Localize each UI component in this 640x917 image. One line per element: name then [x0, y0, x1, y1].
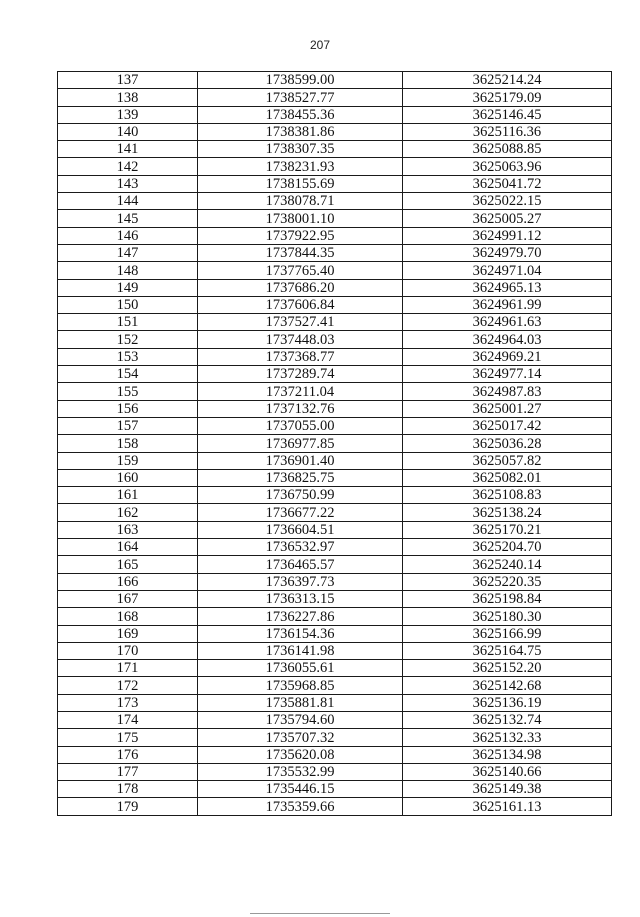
x-coordinate-cell: 1738527.77 [198, 89, 403, 106]
point-number-cell: 161 [58, 487, 198, 504]
x-coordinate-cell: 1735532.99 [198, 763, 403, 780]
y-coordinate-cell: 3625132.74 [403, 711, 612, 728]
x-coordinate-cell: 1738001.10 [198, 210, 403, 227]
point-number-cell: 152 [58, 331, 198, 348]
table-row [58, 279, 612, 296]
x-coordinate-cell: 1736977.85 [198, 435, 403, 452]
point-number-cell: 139 [58, 106, 198, 123]
y-coordinate-cell: 3625214.24 [403, 72, 612, 89]
point-number-cell: 140 [58, 123, 198, 140]
point-number-cell: 143 [58, 175, 198, 192]
y-coordinate-cell: 3625161.13 [403, 798, 612, 815]
table-row [58, 556, 612, 573]
y-coordinate-cell: 3624961.99 [403, 296, 612, 313]
scan-edge-line [250, 913, 390, 914]
x-coordinate-cell: 1735881.81 [198, 694, 403, 711]
y-coordinate-cell: 3625138.24 [403, 504, 612, 521]
point-number-cell: 178 [58, 781, 198, 798]
point-number-cell: 163 [58, 521, 198, 538]
table-row [58, 504, 612, 521]
point-number-cell: 165 [58, 556, 198, 573]
table-row [58, 331, 612, 348]
x-coordinate-cell: 1738455.36 [198, 106, 403, 123]
y-coordinate-cell: 3625180.30 [403, 608, 612, 625]
point-number-cell: 172 [58, 677, 198, 694]
x-coordinate-cell: 1737289.74 [198, 366, 403, 383]
point-number-cell: 164 [58, 539, 198, 556]
point-number-cell: 177 [58, 763, 198, 780]
point-number-cell: 150 [58, 296, 198, 313]
point-number-cell: 137 [58, 72, 198, 89]
table-row [58, 729, 612, 746]
y-coordinate-cell: 3625149.38 [403, 781, 612, 798]
point-number-cell: 174 [58, 711, 198, 728]
table-row [58, 417, 612, 434]
x-coordinate-cell: 1736604.51 [198, 521, 403, 538]
x-coordinate-cell: 1735968.85 [198, 677, 403, 694]
point-number-cell: 168 [58, 608, 198, 625]
x-coordinate-cell: 1736397.73 [198, 573, 403, 590]
table-row [58, 660, 612, 677]
point-number-cell: 141 [58, 141, 198, 158]
point-number-cell: 155 [58, 383, 198, 400]
x-coordinate-cell: 1735794.60 [198, 711, 403, 728]
table-row [58, 348, 612, 365]
y-coordinate-cell: 3625088.85 [403, 141, 612, 158]
x-coordinate-cell: 1738599.00 [198, 72, 403, 89]
table-row [58, 469, 612, 486]
point-number-cell: 171 [58, 660, 198, 677]
table-row [58, 539, 612, 556]
y-coordinate-cell: 3625166.99 [403, 625, 612, 642]
y-coordinate-cell: 3625146.45 [403, 106, 612, 123]
y-coordinate-cell: 3625198.84 [403, 590, 612, 607]
table-row [58, 123, 612, 140]
x-coordinate-cell: 1737606.84 [198, 296, 403, 313]
point-number-cell: 175 [58, 729, 198, 746]
y-coordinate-cell: 3625108.83 [403, 487, 612, 504]
table-row [58, 106, 612, 123]
x-coordinate-cell: 1737211.04 [198, 383, 403, 400]
x-coordinate-cell: 1735707.32 [198, 729, 403, 746]
table-row [58, 366, 612, 383]
table-row [58, 158, 612, 175]
table-row [58, 625, 612, 642]
x-coordinate-cell: 1735620.08 [198, 746, 403, 763]
y-coordinate-cell: 3624977.14 [403, 366, 612, 383]
table-row [58, 400, 612, 417]
y-coordinate-cell: 3624961.63 [403, 314, 612, 331]
table-row [58, 642, 612, 659]
table-row [58, 781, 612, 798]
x-coordinate-cell: 1736154.36 [198, 625, 403, 642]
table-row [58, 296, 612, 313]
x-coordinate-cell: 1736901.40 [198, 452, 403, 469]
x-coordinate-cell: 1737686.20 [198, 279, 403, 296]
y-coordinate-cell: 3625179.09 [403, 89, 612, 106]
table-row [58, 210, 612, 227]
point-number-cell: 170 [58, 642, 198, 659]
table-row [58, 452, 612, 469]
x-coordinate-cell: 1736141.98 [198, 642, 403, 659]
y-coordinate-cell: 3625017.42 [403, 417, 612, 434]
x-coordinate-cell: 1735446.15 [198, 781, 403, 798]
x-coordinate-cell: 1736532.97 [198, 539, 403, 556]
y-coordinate-cell: 3624979.70 [403, 244, 612, 261]
table-row [58, 677, 612, 694]
y-coordinate-cell: 3625152.20 [403, 660, 612, 677]
x-coordinate-cell: 1736750.99 [198, 487, 403, 504]
point-number-cell: 151 [58, 314, 198, 331]
point-number-cell: 145 [58, 210, 198, 227]
table-row [58, 608, 612, 625]
table-row [58, 590, 612, 607]
table-row [58, 141, 612, 158]
point-number-cell: 173 [58, 694, 198, 711]
y-coordinate-cell: 3625082.01 [403, 469, 612, 486]
page-number: 207 [309, 38, 331, 52]
x-coordinate-cell: 1737448.03 [198, 331, 403, 348]
point-number-cell: 153 [58, 348, 198, 365]
coordinates-table [57, 71, 612, 816]
y-coordinate-cell: 3624991.12 [403, 227, 612, 244]
table-row [58, 193, 612, 210]
y-coordinate-cell: 3625134.98 [403, 746, 612, 763]
y-coordinate-cell: 3625142.68 [403, 677, 612, 694]
x-coordinate-cell: 1737922.95 [198, 227, 403, 244]
x-coordinate-cell: 1737132.76 [198, 400, 403, 417]
y-coordinate-cell: 3625063.96 [403, 158, 612, 175]
table-row [58, 746, 612, 763]
point-number-cell: 179 [58, 798, 198, 815]
point-number-cell: 167 [58, 590, 198, 607]
table-row [58, 521, 612, 538]
y-coordinate-cell: 3624964.03 [403, 331, 612, 348]
x-coordinate-cell: 1736055.61 [198, 660, 403, 677]
y-coordinate-cell: 3624971.04 [403, 262, 612, 279]
table-row [58, 89, 612, 106]
x-coordinate-cell: 1737368.77 [198, 348, 403, 365]
y-coordinate-cell: 3625164.75 [403, 642, 612, 659]
y-coordinate-cell: 3625041.72 [403, 175, 612, 192]
y-coordinate-cell: 3625220.35 [403, 573, 612, 590]
x-coordinate-cell: 1736465.57 [198, 556, 403, 573]
x-coordinate-cell: 1738231.93 [198, 158, 403, 175]
x-coordinate-cell: 1738155.69 [198, 175, 403, 192]
table-row [58, 175, 612, 192]
y-coordinate-cell: 3625132.33 [403, 729, 612, 746]
table-row [58, 383, 612, 400]
y-coordinate-cell: 3625057.82 [403, 452, 612, 469]
point-number-cell: 138 [58, 89, 198, 106]
y-coordinate-cell: 3625001.27 [403, 400, 612, 417]
point-number-cell: 147 [58, 244, 198, 261]
y-coordinate-cell: 3625170.21 [403, 521, 612, 538]
table-row [58, 314, 612, 331]
x-coordinate-cell: 1737055.00 [198, 417, 403, 434]
x-coordinate-cell: 1738381.86 [198, 123, 403, 140]
table-row [58, 262, 612, 279]
y-coordinate-cell: 3625036.28 [403, 435, 612, 452]
x-coordinate-cell: 1738078.71 [198, 193, 403, 210]
point-number-cell: 157 [58, 417, 198, 434]
table-row [58, 763, 612, 780]
y-coordinate-cell: 3625204.70 [403, 539, 612, 556]
y-coordinate-cell: 3625116.36 [403, 123, 612, 140]
x-coordinate-cell: 1737765.40 [198, 262, 403, 279]
x-coordinate-cell: 1737844.35 [198, 244, 403, 261]
table-row [58, 798, 612, 815]
point-number-cell: 158 [58, 435, 198, 452]
table-row [58, 227, 612, 244]
x-coordinate-cell: 1737527.41 [198, 314, 403, 331]
point-number-cell: 169 [58, 625, 198, 642]
y-coordinate-cell: 3625240.14 [403, 556, 612, 573]
point-number-cell: 148 [58, 262, 198, 279]
table-row [58, 694, 612, 711]
point-number-cell: 144 [58, 193, 198, 210]
y-coordinate-cell: 3625022.15 [403, 193, 612, 210]
table-row [58, 711, 612, 728]
x-coordinate-cell: 1736825.75 [198, 469, 403, 486]
table-row [58, 573, 612, 590]
y-coordinate-cell: 3624969.21 [403, 348, 612, 365]
y-coordinate-cell: 3625005.27 [403, 210, 612, 227]
point-number-cell: 146 [58, 227, 198, 244]
point-number-cell: 149 [58, 279, 198, 296]
x-coordinate-cell: 1738307.35 [198, 141, 403, 158]
point-number-cell: 142 [58, 158, 198, 175]
y-coordinate-cell: 3624987.83 [403, 383, 612, 400]
coordinates-table-body [58, 72, 612, 816]
table-row [58, 435, 612, 452]
y-coordinate-cell: 3625136.19 [403, 694, 612, 711]
point-number-cell: 176 [58, 746, 198, 763]
x-coordinate-cell: 1736677.22 [198, 504, 403, 521]
x-coordinate-cell: 1735359.66 [198, 798, 403, 815]
point-number-cell: 166 [58, 573, 198, 590]
y-coordinate-cell: 3624965.13 [403, 279, 612, 296]
x-coordinate-cell: 1736313.15 [198, 590, 403, 607]
point-number-cell: 160 [58, 469, 198, 486]
table-row [58, 72, 612, 89]
y-coordinate-cell: 3625140.66 [403, 763, 612, 780]
point-number-cell: 154 [58, 366, 198, 383]
point-number-cell: 162 [58, 504, 198, 521]
point-number-cell: 159 [58, 452, 198, 469]
x-coordinate-cell: 1736227.86 [198, 608, 403, 625]
point-number-cell: 156 [58, 400, 198, 417]
table-row [58, 244, 612, 261]
table-row [58, 487, 612, 504]
